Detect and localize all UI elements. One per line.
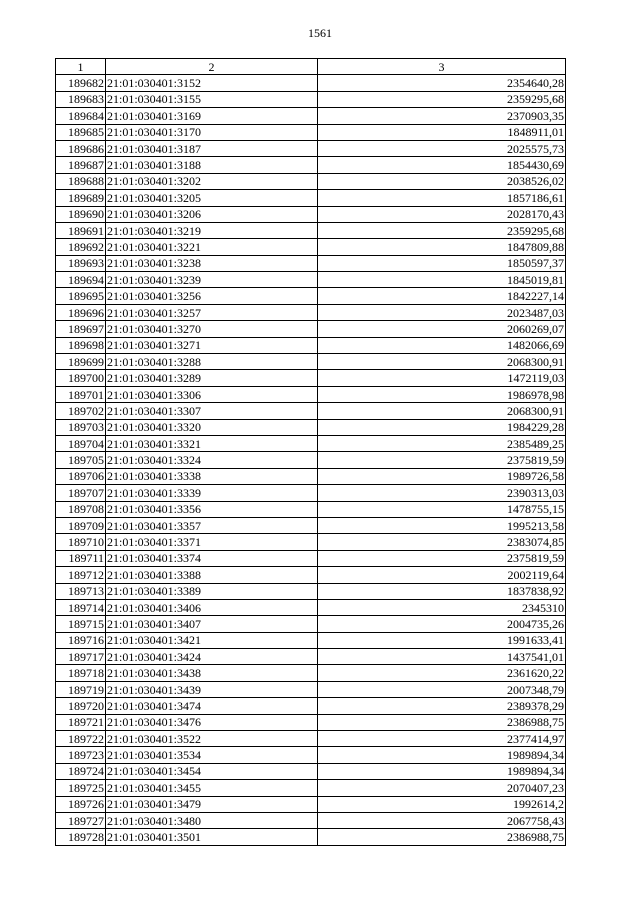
- row-number-cell: 189703: [56, 419, 106, 435]
- cadastral-number-cell: 21:01:030401:3188: [106, 157, 318, 173]
- row-number-cell: 189711: [56, 550, 106, 566]
- value-cell: 2386988,75: [318, 829, 566, 845]
- row-number-cell: 189686: [56, 140, 106, 156]
- cadastral-number-cell: 21:01:030401:3238: [106, 255, 318, 271]
- row-number-cell: 189694: [56, 272, 106, 288]
- table-row: [56, 419, 566, 435]
- table-row: [56, 272, 566, 288]
- row-number-cell: 189697: [56, 321, 106, 337]
- table-row: [56, 354, 566, 370]
- row-number-cell: 189693: [56, 255, 106, 271]
- table-row: [56, 616, 566, 632]
- cadastral-number-cell: 21:01:030401:3389: [106, 583, 318, 599]
- table-row: [56, 321, 566, 337]
- value-cell: 2060269,07: [318, 321, 566, 337]
- cadastral-number-cell: 21:01:030401:3438: [106, 665, 318, 681]
- table-row: [56, 222, 566, 238]
- table-row: [56, 501, 566, 517]
- value-cell: 2359295,68: [318, 222, 566, 238]
- cadastral-number-cell: 21:01:030401:3388: [106, 567, 318, 583]
- table-row: [56, 714, 566, 730]
- value-cell: 1850597,37: [318, 255, 566, 271]
- table-row: [56, 288, 566, 304]
- row-number-cell: 189702: [56, 403, 106, 419]
- row-number-cell: 189706: [56, 468, 106, 484]
- row-number-cell: 189698: [56, 337, 106, 353]
- row-number-cell: 189725: [56, 780, 106, 796]
- cadastral-number-cell: 21:01:030401:3206: [106, 206, 318, 222]
- value-cell: 1984229,28: [318, 419, 566, 435]
- row-number-cell: 189695: [56, 288, 106, 304]
- table-row: [56, 649, 566, 665]
- table-row: [56, 567, 566, 583]
- value-cell: 1482066,69: [318, 337, 566, 353]
- value-cell: 1995213,58: [318, 517, 566, 533]
- cadastral-number-cell: 21:01:030401:3221: [106, 239, 318, 255]
- cadastral-number-cell: 21:01:030401:3288: [106, 354, 318, 370]
- row-number-cell: 189689: [56, 190, 106, 206]
- table-row: [56, 75, 566, 91]
- table-row: [56, 255, 566, 271]
- cadastral-number-cell: 21:01:030401:3324: [106, 452, 318, 468]
- value-cell: 1991633,41: [318, 632, 566, 648]
- table-row: [56, 173, 566, 189]
- table-row: [56, 108, 566, 124]
- cadastral-number-cell: 21:01:030401:3271: [106, 337, 318, 353]
- value-cell: 1472119,03: [318, 370, 566, 386]
- cadastral-number-cell: 21:01:030401:3205: [106, 190, 318, 206]
- value-cell: 1842227,14: [318, 288, 566, 304]
- cadastral-number-cell: 21:01:030401:3371: [106, 534, 318, 550]
- cadastral-number-cell: 21:01:030401:3407: [106, 616, 318, 632]
- row-number-cell: 189692: [56, 239, 106, 255]
- value-cell: 2068300,91: [318, 354, 566, 370]
- page-number: 1561: [308, 26, 332, 40]
- row-number-cell: 189723: [56, 747, 106, 763]
- table-row: [56, 403, 566, 419]
- cadastral-number-cell: 21:01:030401:3321: [106, 435, 318, 451]
- cadastral-number-cell: 21:01:030401:3474: [106, 698, 318, 714]
- row-number-cell: 189720: [56, 698, 106, 714]
- row-number-cell: 189682: [56, 75, 106, 91]
- table-row: [56, 370, 566, 386]
- value-cell: 2038526,02: [318, 173, 566, 189]
- table-row: [56, 452, 566, 468]
- table-row: [56, 763, 566, 779]
- cadastral-number-cell: 21:01:030401:3339: [106, 485, 318, 501]
- row-number-cell: 189707: [56, 485, 106, 501]
- row-number-cell: 189687: [56, 157, 106, 173]
- value-cell: 1989894,34: [318, 763, 566, 779]
- header-row: [56, 59, 566, 75]
- row-number-cell: 189722: [56, 731, 106, 747]
- cadastral-number-cell: 21:01:030401:3454: [106, 763, 318, 779]
- table-row: [56, 190, 566, 206]
- table-row: [56, 468, 566, 484]
- cadastral-number-cell: 21:01:030401:3421: [106, 632, 318, 648]
- value-cell: 1989726,58: [318, 468, 566, 484]
- cadastral-number-cell: 21:01:030401:3534: [106, 747, 318, 763]
- cadastral-number-cell: 21:01:030401:3270: [106, 321, 318, 337]
- cadastral-number-cell: 21:01:030401:3424: [106, 649, 318, 665]
- value-cell: 2359295,68: [318, 91, 566, 107]
- cadastral-number-cell: 21:01:030401:3256: [106, 288, 318, 304]
- value-cell: 2361620,22: [318, 665, 566, 681]
- cadastral-number-cell: 21:01:030401:3219: [106, 222, 318, 238]
- table-row: [56, 747, 566, 763]
- value-cell: 2023487,03: [318, 304, 566, 320]
- value-cell: 2068300,91: [318, 403, 566, 419]
- row-number-cell: 189685: [56, 124, 106, 140]
- row-number-cell: 189705: [56, 452, 106, 468]
- table-row: [56, 485, 566, 501]
- value-cell: 1437541,01: [318, 649, 566, 665]
- column-header-3: 3: [318, 59, 566, 75]
- table-row: [56, 812, 566, 828]
- value-cell: 1845019,81: [318, 272, 566, 288]
- row-number-cell: 189701: [56, 386, 106, 402]
- table-row: [56, 124, 566, 140]
- cadastral-number-cell: 21:01:030401:3307: [106, 403, 318, 419]
- row-number-cell: 189691: [56, 222, 106, 238]
- cadastral-number-cell: 21:01:030401:3406: [106, 599, 318, 615]
- row-number-cell: 189715: [56, 616, 106, 632]
- value-cell: 2375819,59: [318, 452, 566, 468]
- table-row: [56, 632, 566, 648]
- cadastral-number-cell: 21:01:030401:3439: [106, 681, 318, 697]
- row-number-cell: 189712: [56, 567, 106, 583]
- row-number-cell: 189684: [56, 108, 106, 124]
- cadastral-number-cell: 21:01:030401:3187: [106, 140, 318, 156]
- cadastral-number-cell: 21:01:030401:3169: [106, 108, 318, 124]
- row-number-cell: 189728: [56, 829, 106, 845]
- cadastral-number-cell: 21:01:030401:3501: [106, 829, 318, 845]
- table-row: [56, 140, 566, 156]
- table-row: [56, 91, 566, 107]
- row-number-cell: 189724: [56, 763, 106, 779]
- column-header-1: 1: [56, 59, 106, 75]
- value-cell: 2383074,85: [318, 534, 566, 550]
- value-cell: 1992614,2: [318, 796, 566, 812]
- table-row: [56, 304, 566, 320]
- row-number-cell: 189713: [56, 583, 106, 599]
- table-row: [56, 780, 566, 796]
- table-row: [56, 583, 566, 599]
- row-number-cell: 189683: [56, 91, 106, 107]
- row-number-cell: 189714: [56, 599, 106, 615]
- cadastral-number-cell: 21:01:030401:3320: [106, 419, 318, 435]
- cadastral-number-cell: 21:01:030401:3476: [106, 714, 318, 730]
- row-number-cell: 189719: [56, 681, 106, 697]
- table-row: [56, 698, 566, 714]
- table-row: [56, 796, 566, 812]
- row-number-cell: 189688: [56, 173, 106, 189]
- value-cell: 1986978,98: [318, 386, 566, 402]
- cadastral-number-cell: 21:01:030401:3374: [106, 550, 318, 566]
- value-cell: 2345310: [318, 599, 566, 615]
- table-row: [56, 731, 566, 747]
- cadastral-number-cell: 21:01:030401:3357: [106, 517, 318, 533]
- value-cell: 2007348,79: [318, 681, 566, 697]
- value-cell: 2386988,75: [318, 714, 566, 730]
- table-row: [56, 337, 566, 353]
- row-number-cell: 189727: [56, 812, 106, 828]
- table-row: [56, 435, 566, 451]
- table-row: [56, 599, 566, 615]
- cadastral-number-cell: 21:01:030401:3356: [106, 501, 318, 517]
- cadastral-number-cell: 21:01:030401:3152: [106, 75, 318, 91]
- row-number-cell: 189700: [56, 370, 106, 386]
- row-number-cell: 189721: [56, 714, 106, 730]
- table-row: [56, 157, 566, 173]
- value-cell: 1989894,34: [318, 747, 566, 763]
- row-number-cell: 189708: [56, 501, 106, 517]
- table-row: [56, 665, 566, 681]
- value-cell: 2370903,35: [318, 108, 566, 124]
- column-header-2: 2: [106, 59, 318, 75]
- row-number-cell: 189709: [56, 517, 106, 533]
- table-row: [56, 386, 566, 402]
- value-cell: 1854430,69: [318, 157, 566, 173]
- row-number-cell: 189699: [56, 354, 106, 370]
- table-body: [56, 75, 566, 845]
- row-number-cell: 189718: [56, 665, 106, 681]
- cadastral-number-cell: 21:01:030401:3338: [106, 468, 318, 484]
- value-cell: 2070407,23: [318, 780, 566, 796]
- value-cell: 1857186,61: [318, 190, 566, 206]
- cadastral-number-cell: 21:01:030401:3306: [106, 386, 318, 402]
- cadastral-number-cell: 21:01:030401:3522: [106, 731, 318, 747]
- cadastral-number-cell: 21:01:030401:3202: [106, 173, 318, 189]
- table-row: [56, 829, 566, 845]
- cadastral-number-cell: 21:01:030401:3289: [106, 370, 318, 386]
- value-cell: 2389378,29: [318, 698, 566, 714]
- row-number-cell: 189716: [56, 632, 106, 648]
- cadastral-number-cell: 21:01:030401:3455: [106, 780, 318, 796]
- row-number-cell: 189704: [56, 435, 106, 451]
- table-row: [56, 681, 566, 697]
- value-cell: 2067758,43: [318, 812, 566, 828]
- row-number-cell: 189726: [56, 796, 106, 812]
- data-table: [55, 58, 566, 846]
- value-cell: 2377414,97: [318, 731, 566, 747]
- table-row: [56, 534, 566, 550]
- row-number-cell: 189717: [56, 649, 106, 665]
- row-number-cell: 189696: [56, 304, 106, 320]
- cadastral-number-cell: 21:01:030401:3239: [106, 272, 318, 288]
- table-row: [56, 206, 566, 222]
- table-header: [56, 59, 566, 75]
- value-cell: 2028170,43: [318, 206, 566, 222]
- value-cell: 2385489,25: [318, 435, 566, 451]
- value-cell: 1478755,15: [318, 501, 566, 517]
- table-row: [56, 550, 566, 566]
- cadastral-number-cell: 21:01:030401:3479: [106, 796, 318, 812]
- table-row: [56, 517, 566, 533]
- value-cell: 2390313,03: [318, 485, 566, 501]
- value-cell: 1837838,92: [318, 583, 566, 599]
- value-cell: 1848911,01: [318, 124, 566, 140]
- value-cell: 2025575,73: [318, 140, 566, 156]
- value-cell: 1847809,88: [318, 239, 566, 255]
- value-cell: 2354640,28: [318, 75, 566, 91]
- cadastral-number-cell: 21:01:030401:3170: [106, 124, 318, 140]
- cadastral-number-cell: 21:01:030401:3480: [106, 812, 318, 828]
- cadastral-number-cell: 21:01:030401:3155: [106, 91, 318, 107]
- table-row: [56, 239, 566, 255]
- row-number-cell: 189690: [56, 206, 106, 222]
- value-cell: 2002119,64: [318, 567, 566, 583]
- value-cell: 2004735,26: [318, 616, 566, 632]
- cadastral-number-cell: 21:01:030401:3257: [106, 304, 318, 320]
- value-cell: 2375819,59: [318, 550, 566, 566]
- row-number-cell: 189710: [56, 534, 106, 550]
